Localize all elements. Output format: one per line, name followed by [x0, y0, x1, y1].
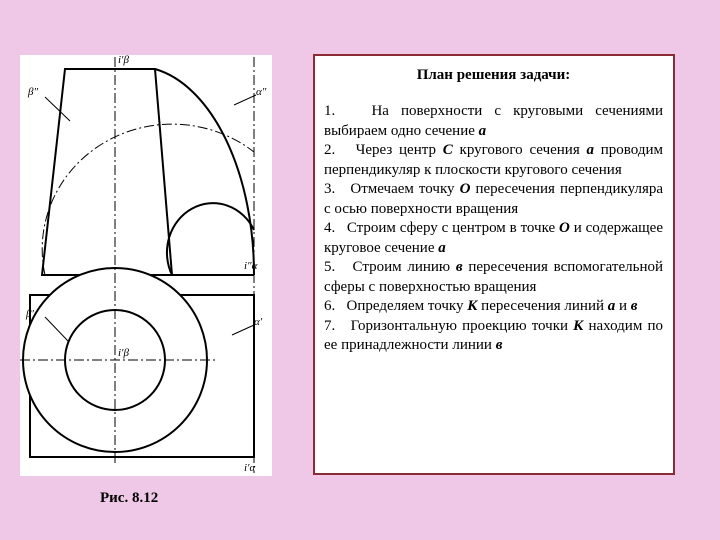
solution-plan-panel — [313, 54, 675, 475]
label-axis-top: i′β — [118, 55, 129, 66]
step-number: 6. — [324, 298, 347, 314]
plan-steps-list — [324, 102, 663, 356]
label-beta-top: β′ — [26, 308, 34, 320]
step-symbol: О — [559, 220, 570, 236]
step-number: 1. — [324, 103, 372, 119]
step-symbol: К — [467, 298, 478, 314]
leader-alpha-front — [234, 95, 256, 105]
step-symbol: а — [607, 298, 616, 314]
top-rect-right — [207, 295, 254, 457]
step-text: и — [615, 298, 631, 314]
step-symbol: К — [573, 317, 584, 334]
step-symbol: О — [459, 181, 471, 197]
plan-step — [324, 102, 663, 141]
step-text: Через центр — [355, 142, 443, 158]
label-axis-front: i″α — [244, 260, 258, 272]
step-symbol: в — [630, 298, 638, 314]
step-text: Строим линию — [352, 259, 456, 275]
step-text: пересечения вспомогательной сферы с поверхностью вращения — [324, 259, 664, 295]
step-text: находим по ее принадлежности линии — [324, 317, 663, 353]
step-text: и содержащее круговое сечение — [324, 220, 663, 256]
label-beta-front: β″ — [28, 86, 39, 98]
torus-center-arc — [42, 124, 254, 275]
plan-step — [324, 180, 663, 219]
frustum-outline — [42, 69, 172, 275]
step-text: На поверхности с круговыми сечениями выбираем одно сечение — [324, 103, 663, 139]
plan-step — [324, 317, 663, 356]
step-symbol: а — [478, 122, 487, 139]
plan-step — [324, 297, 663, 317]
plan-step — [324, 141, 663, 180]
plan-step — [324, 258, 663, 297]
step-text: кругового сечения — [452, 142, 587, 158]
step-text: пересечения перпендикуляра с осью поверхности вращения — [324, 181, 663, 217]
step-symbol: в — [455, 259, 463, 275]
technical-drawing — [20, 55, 272, 476]
step-symbol: С — [442, 142, 453, 158]
label-axis-bottom: i′α — [244, 462, 256, 474]
step-number: 2. — [324, 142, 356, 158]
step-text: проводим перпендикуляр к плоскости кругового сечения — [324, 142, 663, 178]
label-axis-center: i′β — [118, 347, 129, 359]
step-text: Горизонтальную проекцию точки — [350, 317, 574, 334]
step-number: 7. — [324, 317, 351, 334]
plan-title: План решения задачи: — [416, 67, 571, 83]
step-symbol: а — [586, 142, 594, 158]
step-text: Определяем точку — [346, 298, 468, 314]
leader-alpha-top — [232, 325, 254, 335]
figure-caption: Рис. 8.12 — [100, 490, 159, 506]
step-number: 4. — [324, 220, 347, 236]
label-alpha-front: α″ — [256, 86, 267, 98]
step-number: 3. — [324, 181, 351, 197]
step-symbol: в — [495, 337, 503, 353]
step-number: 5. — [324, 259, 353, 275]
drawing-svg — [20, 55, 272, 476]
label-alpha-top: α′ — [254, 316, 263, 328]
leader-beta-front — [45, 97, 70, 121]
plan-step — [324, 219, 663, 258]
step-text: Строим сферу с центром в точке — [346, 220, 560, 236]
step-text: Отмечаем точку — [350, 181, 460, 197]
step-symbol: а — [438, 239, 446, 256]
torus-inner-arc — [167, 203, 254, 275]
step-text: пересечения линий — [477, 298, 608, 314]
